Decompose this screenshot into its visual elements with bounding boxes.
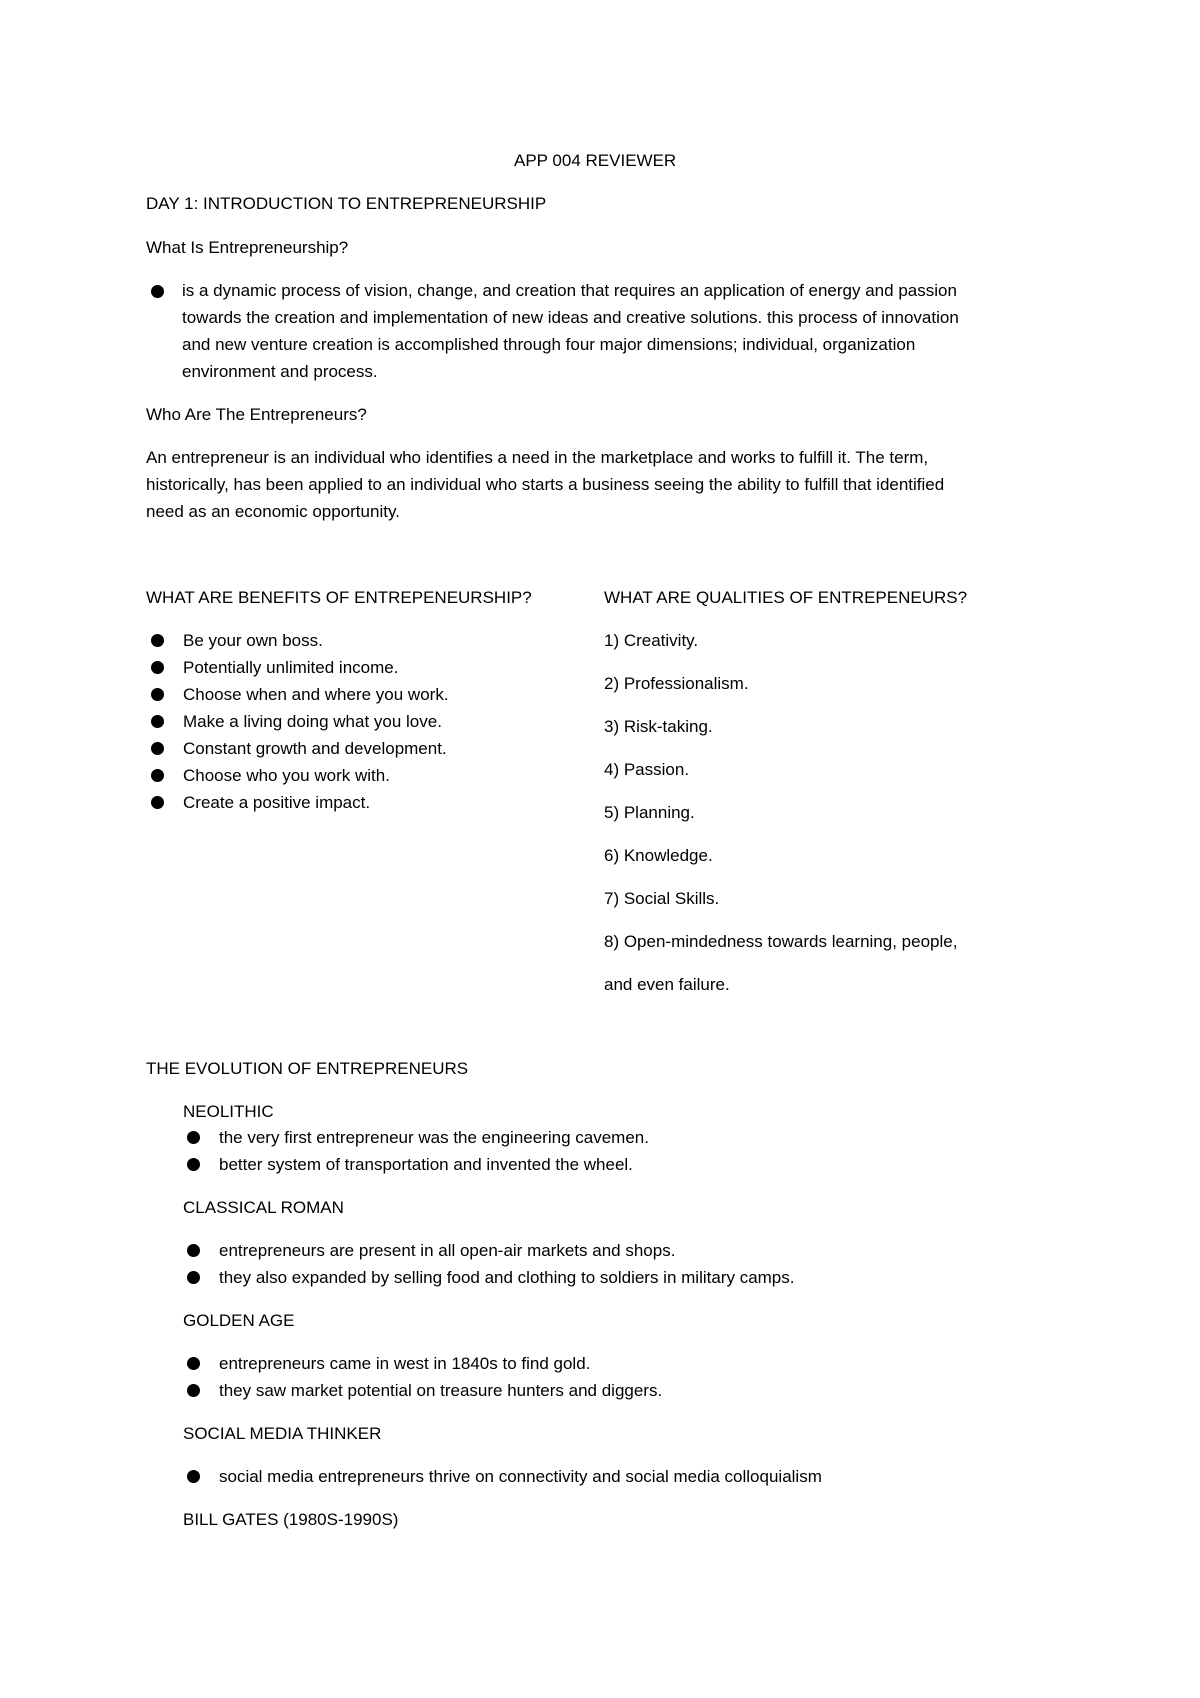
document-title: APP 004 REVIEWER [514,151,677,170]
quality-item: 7) Social Skills. [604,889,720,908]
benefits-heading: WHAT ARE BENEFITS OF ENTREPENEURSHIP? [146,588,532,607]
quality-item: 1) Creativity. [604,631,699,650]
evolution-section-label: BILL GATES (1980S-1990S) [183,1510,399,1529]
day-heading: DAY 1: INTRODUCTION TO ENTREPRENEURSHIP [146,194,547,213]
benefit-item: Potentially unlimited income. [183,658,399,677]
bullet-icon [187,1271,200,1284]
bullet-icon [187,1470,200,1483]
evolution-item: the very first entrepreneur was the engineering cavemen. [219,1128,649,1147]
bullet-icon [151,688,164,701]
what-is-line: is a dynamic process of vision, change, and creation that requires an application of energy and passion [182,281,957,300]
evolution-section-label: NEOLITHIC [183,1102,274,1121]
quality-item: and even failure. [604,975,730,994]
benefit-item: Be your own boss. [183,631,323,650]
evolution-item: social media entrepreneurs thrive on connectivity and social media colloquialism [219,1467,822,1486]
evolution-section-label: SOCIAL MEDIA THINKER [183,1424,382,1443]
who-are-line: historically, has been applied to an individual who starts a business seeing the ability to fulfill that identified [146,475,945,494]
what-is-line: towards the creation and implementation of new ideas and creative solutions. this process of innovation [182,308,959,327]
evolution-item: better system of transportation and invented the wheel. [219,1155,633,1174]
bullet-icon [151,715,164,728]
bullet-icon [187,1384,200,1397]
evolution-section-label: GOLDEN AGE [183,1311,295,1330]
qualities-heading: WHAT ARE QUALITIES OF ENTREPENEURS? [604,588,968,607]
quality-item: 4) Passion. [604,760,690,779]
evolution-item: entrepreneurs came in west in 1840s to find gold. [219,1354,591,1373]
bullet-icon [151,634,164,647]
who-are-line: An entrepreneur is an individual who identifies a need in the marketplace and works to fulfill it. The term, [146,448,929,467]
bullet-icon [151,285,164,298]
quality-item: 8) Open-mindedness towards learning, people, [604,932,958,951]
bullet-icon [187,1131,200,1144]
bullet-icon [151,742,164,755]
evolution-item: they saw market potential on treasure hunters and diggers. [219,1381,663,1400]
quality-item: 2) Professionalism. [604,674,749,693]
benefit-item: Constant growth and development. [183,739,447,758]
benefit-item: Choose who you work with. [183,766,390,785]
what-is-line: and new venture creation is accomplished through four major dimensions; individual, organization [182,335,916,354]
who-are-line: need as an economic opportunity. [146,502,400,521]
what-is-line: environment and process. [182,362,378,381]
what-is-heading: What Is Entrepreneurship? [146,238,349,257]
evolution-section-label: CLASSICAL ROMAN [183,1198,344,1217]
quality-item: 5) Planning. [604,803,695,822]
bullet-icon [151,661,164,674]
bullet-icon [187,1357,200,1370]
bullet-icon [151,796,164,809]
benefit-item: Create a positive impact. [183,793,371,812]
evolution-heading: THE EVOLUTION OF ENTREPRENEURS [146,1059,469,1078]
evolution-item: entrepreneurs are present in all open-air markets and shops. [219,1241,676,1260]
who-are-heading: Who Are The Entrepreneurs? [146,405,367,424]
benefit-item: Choose when and where you work. [183,685,449,704]
quality-item: 3) Risk-taking. [604,717,713,736]
bullet-icon [187,1158,200,1171]
bullet-icon [151,769,164,782]
quality-item: 6) Knowledge. [604,846,713,865]
evolution-item: they also expanded by selling food and clothing to soldiers in military camps. [219,1268,795,1287]
bullet-icon [187,1244,200,1257]
benefit-item: Make a living doing what you love. [183,712,442,731]
